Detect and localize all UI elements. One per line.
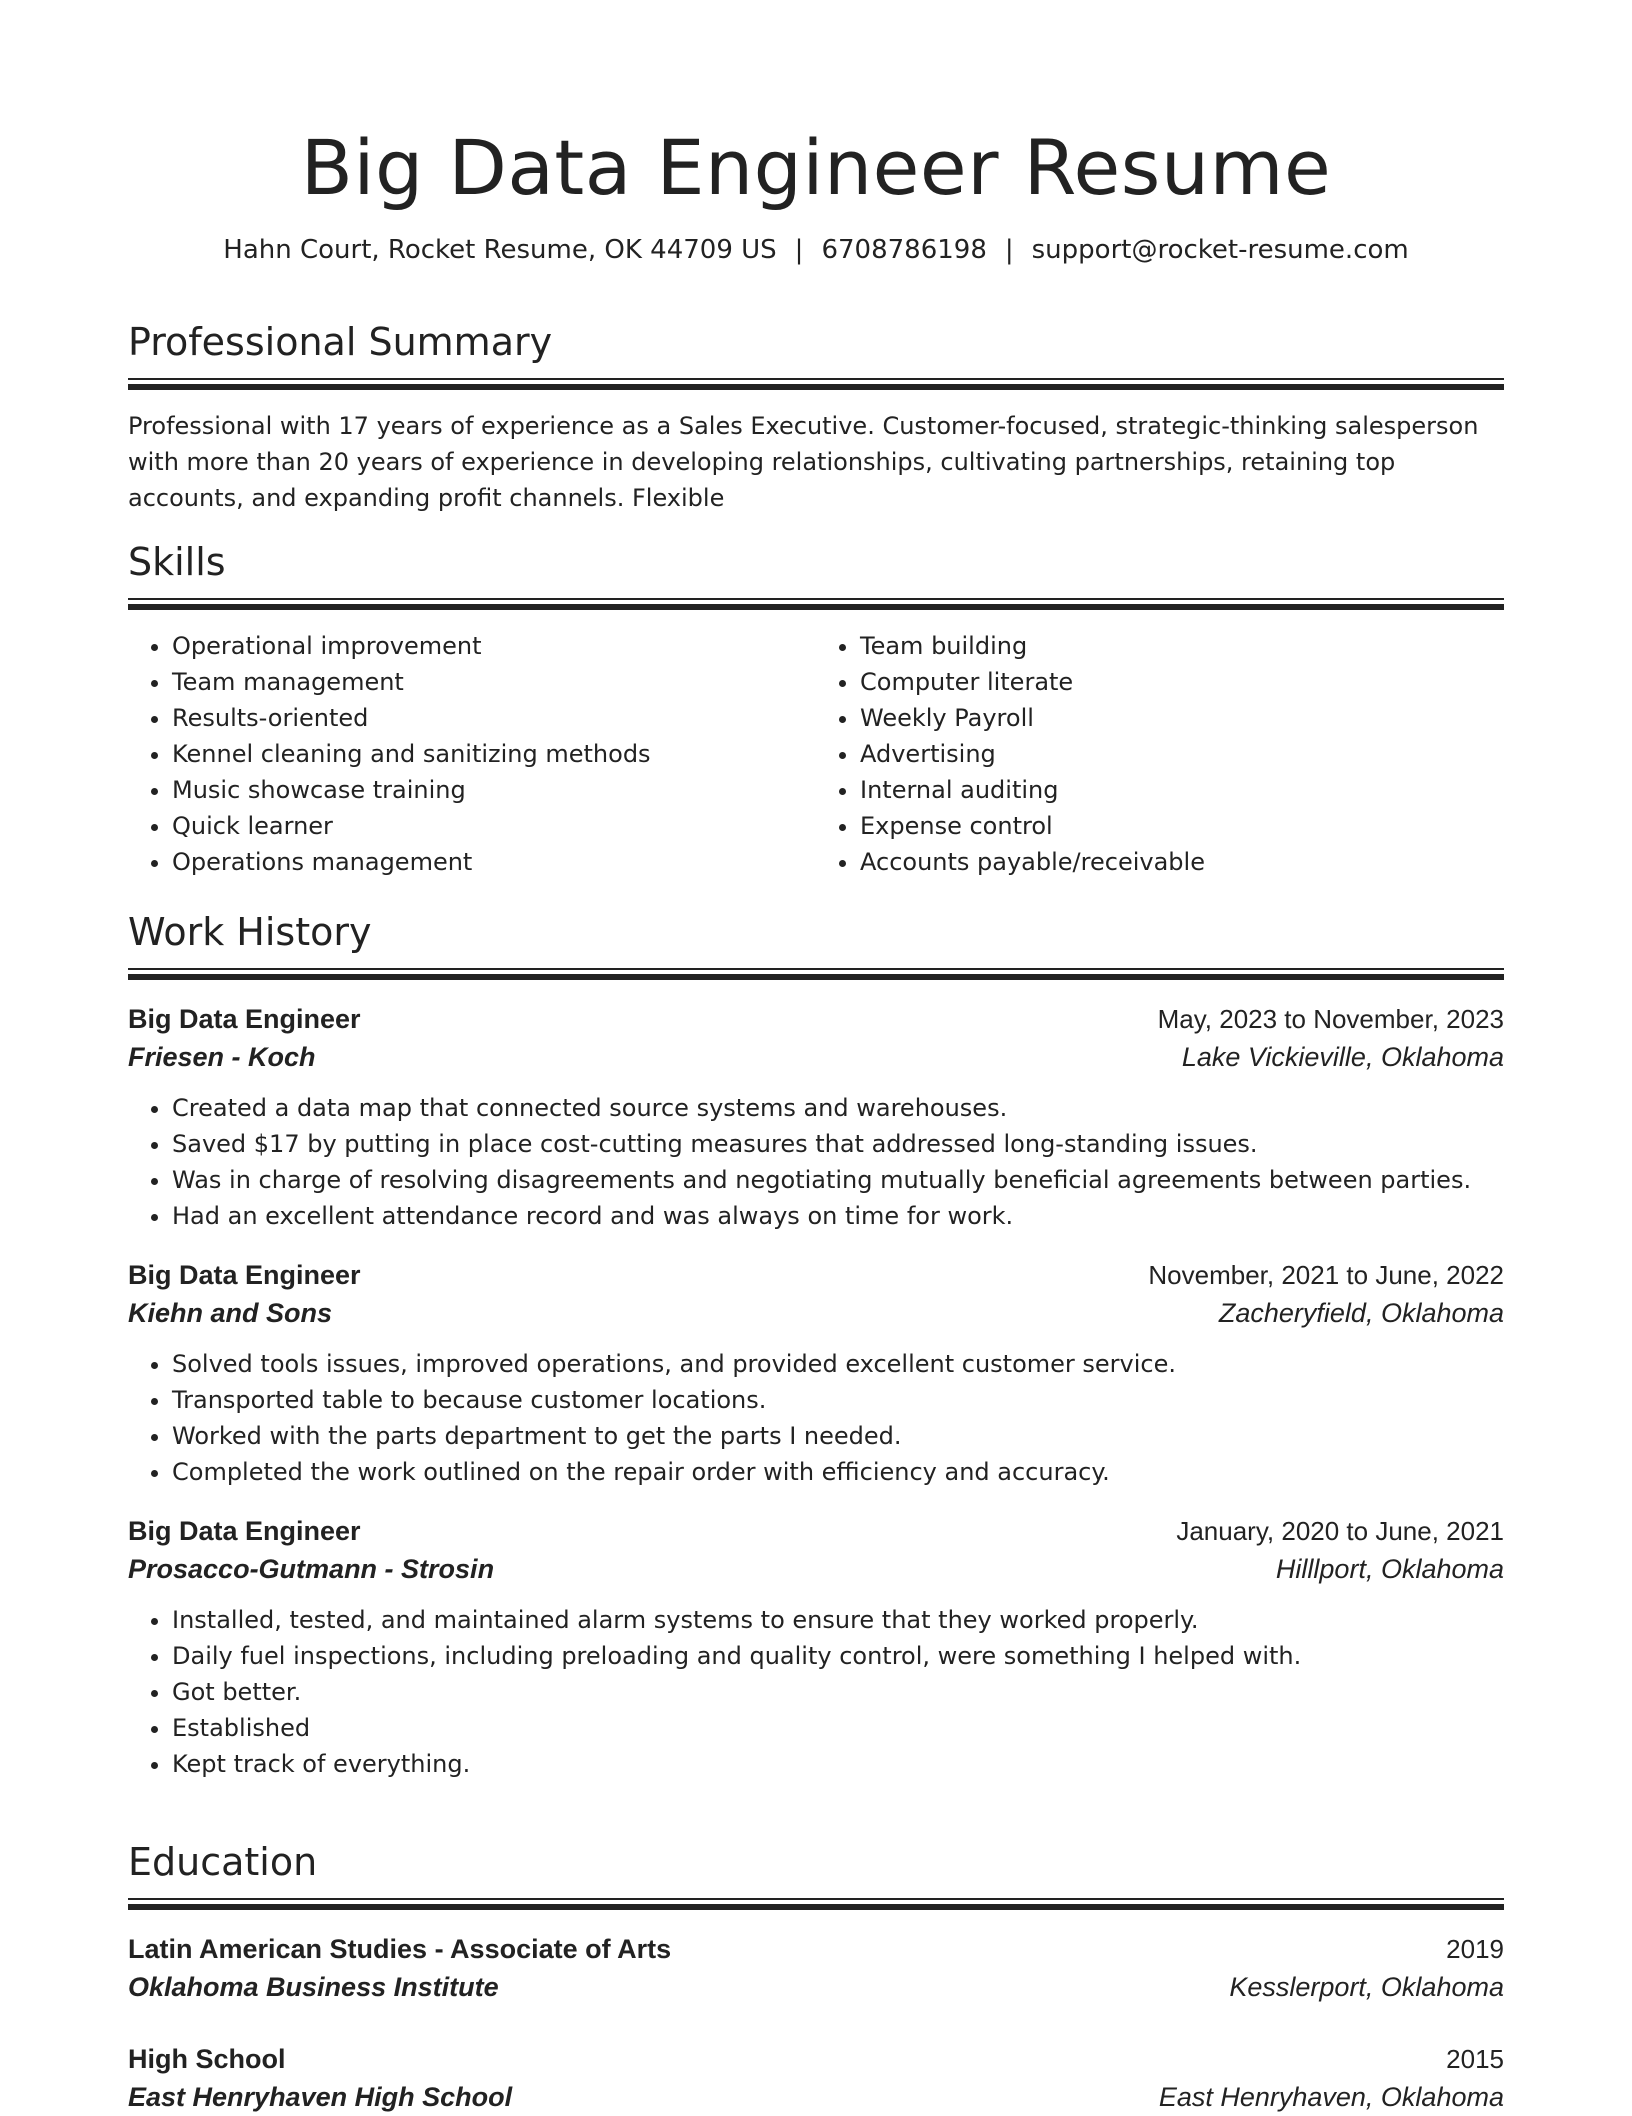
contact-phone: 6708786198 (821, 235, 987, 265)
education-year: 2015 (1446, 2044, 1504, 2074)
contact-line (128, 232, 1504, 268)
skills-heading: Skills (128, 540, 226, 584)
skill-item: • Team management (172, 664, 816, 700)
job-bullet: • Worked with the parts department to get the parts I needed. (172, 1418, 1504, 1454)
contact-separator: | (794, 235, 804, 265)
job-bullet: • Created a data map that connected source systems and warehouses. (172, 1090, 1504, 1126)
skills-list-right (816, 628, 1504, 880)
skill-item: • Results-oriented (172, 700, 816, 736)
contact-email: support@rocket-resume.com (1031, 235, 1409, 265)
skill-item: • Kennel cleaning and sanitizing methods (172, 736, 816, 772)
work-heading: Work History (128, 910, 372, 954)
job-bullet: • Installed, tested, and maintained alarm systems to ensure that they worked properly. (172, 1602, 1504, 1638)
job-company: Friesen - Koch (128, 1042, 316, 1072)
job-company: Kiehn and Sons (128, 1298, 333, 1328)
skill-item: • Advertising (860, 736, 1504, 772)
skills-columns (128, 628, 1504, 880)
job-title: Big Data Engineer (128, 1260, 361, 1290)
education-degree: High School (128, 2044, 286, 2074)
education-heading: Education (128, 1840, 318, 1884)
summary-section (128, 318, 1504, 516)
skill-item: • Accounts payable/receivable (860, 844, 1504, 880)
education-entry (128, 1930, 1504, 2006)
education-school: East Henryhaven High School (128, 2082, 513, 2112)
education-school: Oklahoma Business Institute (128, 1972, 499, 2002)
job-bullets (128, 1602, 1504, 1782)
job-bullet: • Was in charge of resolving disagreements and negotiating mutually beneficial agreements between parties. (172, 1162, 1504, 1198)
summary-heading: Professional Summary (128, 320, 553, 364)
job-bullet: • Solved tools issues, improved operations, and provided excellent customer service. (172, 1346, 1504, 1382)
skill-item: • Internal auditing (860, 772, 1504, 808)
education-section (128, 1838, 1504, 2116)
contact-address: Hahn Court, Rocket Resume, OK 44709 US (223, 235, 777, 265)
skill-item: • Operations management (172, 844, 816, 880)
contact-separator: | (1004, 235, 1014, 265)
skill-item: • Quick learner (172, 808, 816, 844)
skill-item: • Music showcase training (172, 772, 816, 808)
skills-list-left (128, 628, 816, 880)
skill-item: • Weekly Payroll (860, 700, 1504, 736)
job-dates: January, 2020 to June, 2021 (1176, 1516, 1504, 1546)
section-divider (128, 598, 1504, 610)
job-location: Hilllport, Oklahoma (1275, 1554, 1504, 1584)
job-bullet: • Had an excellent attendance record and was always on time for work. (172, 1198, 1504, 1234)
education-location: Kesslerport, Oklahoma (1229, 1972, 1504, 2002)
section-divider (128, 968, 1504, 980)
resume-page (128, 0, 1504, 2112)
skill-item: • Expense control (860, 808, 1504, 844)
job-location: Zacheryfield, Oklahoma (1218, 1298, 1504, 1328)
job-title: Big Data Engineer (128, 1516, 361, 1546)
summary-text: Professional with 17 years of experience as a Sales Executive. Customer-focused, strategic-thinking salesperson with more than 20 years of experience in developing relationships, cultivating partnerships, retaining top accounts, and expanding profit channels. Flexible (128, 412, 1479, 512)
education-degree: Latin American Studies - Associate of Arts (128, 1934, 672, 1964)
skill-item: • Computer literate (860, 664, 1504, 700)
resume-title: Big Data Engineer Resume (300, 123, 1332, 212)
skills-section (128, 538, 1504, 880)
section-divider (128, 1898, 1504, 1910)
job-dates: May, 2023 to November, 2023 (1157, 1004, 1504, 1034)
job-bullet: • Got better. (172, 1674, 1504, 1710)
job-entry (128, 1512, 1504, 1782)
job-bullet: • Transported table to because customer locations. (172, 1382, 1504, 1418)
education-year: 2019 (1446, 1934, 1504, 1964)
job-title: Big Data Engineer (128, 1004, 361, 1034)
job-company: Prosacco-Gutmann - Strosin (128, 1554, 495, 1584)
job-dates: November, 2021 to June, 2022 (1148, 1260, 1504, 1290)
job-entry (128, 1256, 1504, 1490)
work-section (128, 908, 1504, 1782)
education-entry (128, 2040, 1504, 2116)
job-bullet: • Daily fuel inspections, including preloading and quality control, were something I helped with. (172, 1638, 1504, 1674)
skill-item: • Operational improvement (172, 628, 816, 664)
job-entry (128, 1000, 1504, 1234)
job-bullets (128, 1346, 1504, 1490)
job-location: Lake Vickieville, Oklahoma (1181, 1042, 1504, 1072)
job-bullet: • Completed the work outlined on the repair order with efficiency and accuracy. (172, 1454, 1504, 1490)
skill-item: • Team building (860, 628, 1504, 664)
job-bullet: • Established (172, 1710, 1504, 1746)
section-divider (128, 378, 1504, 390)
job-bullets (128, 1090, 1504, 1234)
job-bullet: • Saved $17 by putting in place cost-cutting measures that addressed long-standing issues. (172, 1126, 1504, 1162)
education-location: East Henryhaven, Oklahoma (1158, 2082, 1504, 2112)
job-bullet: • Kept track of everything. (172, 1746, 1504, 1782)
